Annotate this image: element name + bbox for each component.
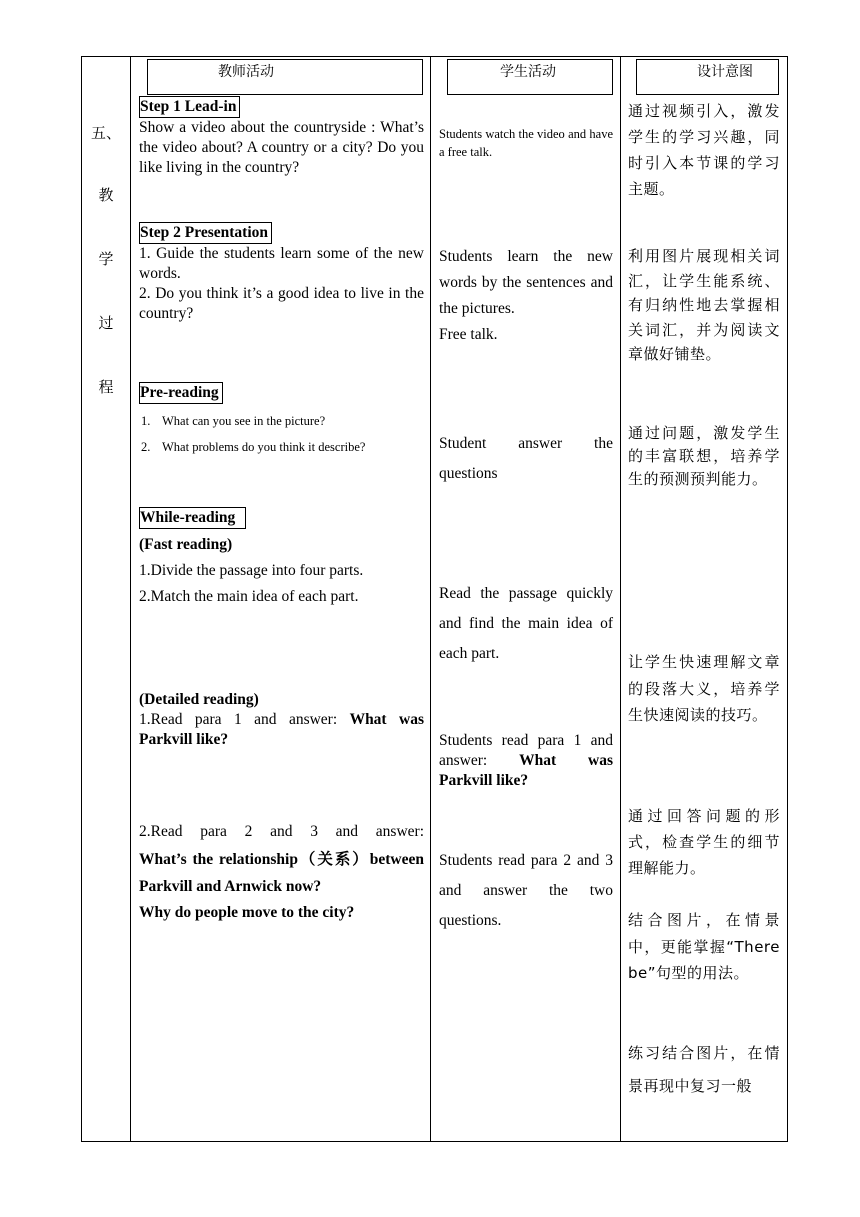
step2-title: Step 2 Presentation — [139, 222, 272, 244]
column-divider-1 — [130, 56, 131, 1142]
step1-title-box — [139, 96, 240, 118]
section-char: 过 — [98, 314, 114, 332]
detailed-reading-item-2: 2.Read para 2 and 3 and answer: — [139, 823, 424, 840]
fast-reading-item-1: 1.Divide the passage into four parts. — [139, 562, 364, 579]
section-char: 教 — [98, 186, 114, 204]
student-activity-5-prefix: Students read para 1 and answer: — [439, 732, 613, 769]
prereading-q1: What can you see in the picture? — [162, 414, 326, 428]
design-intent-4: 让学生快速理解文章的段落大义，培养学生快速阅读的技巧。 — [628, 653, 780, 724]
student-activity-2b: Free talk. — [439, 326, 498, 343]
column-divider-3 — [620, 56, 621, 1142]
design-intent-3: 通过问题，激发学生的丰富联想，培养学生的预测预判能力。 — [628, 424, 780, 488]
student-activity-4: Read the passage quickly and find the main idea of each part. — [439, 585, 613, 662]
step1-title: Step 1 Lead-in — [139, 96, 240, 118]
student-activity-3: Student answer the questions — [439, 435, 613, 482]
step2-item-2: 2. Do you think it’s a good idea to live in the country? — [139, 285, 424, 322]
design-intent-7: 练习结合图片，在情景再现中复习一般 — [628, 1044, 780, 1095]
step2-item-1: 1. Guide the students learn some of the new words. — [139, 245, 424, 282]
fast-reading-label: (Fast reading) — [139, 536, 233, 553]
header-student-activity: 学生活动 — [447, 59, 613, 95]
student-activity-1: Students watch the video and have a free talk. — [439, 127, 613, 159]
step1-text: Show a video about the countryside : What’s the video about? A country or a city? Do you like living in the country? — [139, 119, 424, 176]
prereading-title: Pre-reading — [139, 382, 223, 404]
section-char: 学 — [98, 250, 114, 268]
student-activity-5-question: What was Parkvill like? — [439, 752, 613, 789]
prereading-q2: What problems do you think it describe? — [162, 440, 366, 454]
detailed-reading-item-2-question-a: What’s the relationship（关系）between Parkvill and Arnwick now? — [139, 851, 424, 895]
design-intent-1: 通过视频引入，激发学生的学习兴趣，同时引入本节课的学习主题。 — [628, 102, 780, 198]
detailed-reading-label: (Detailed reading) — [139, 691, 259, 708]
prereading-q1-number: 1. — [141, 414, 151, 428]
header-design-intent: 设计意图 — [636, 59, 779, 95]
table-left-border — [81, 56, 82, 1142]
student-activity-6: Students read para 2 and 3 and answer the two questions. — [439, 852, 613, 929]
detailed-item-1-question: What was Parkvill like? — [139, 711, 424, 748]
table-bottom-border — [81, 1141, 788, 1142]
design-intent-2: 利用图片展现相关词汇，让学生能系统、有归纳性地去掌握相关词汇，并为阅读文章做好铺垫。 — [628, 247, 780, 363]
header-teacher-activity: 教师活动 — [147, 59, 423, 95]
detailed-reading-item-1 — [139, 710, 424, 750]
table-right-border — [787, 56, 788, 1142]
design-intent-6: 结合图片，在情景中，更能掌握“There be”句型的用法。 — [628, 911, 780, 982]
prereading-q2-number: 2. — [141, 440, 151, 454]
prereading-title-box — [139, 382, 223, 404]
student-activity-2: Students learn the new words by the sentences and the pictures. — [439, 248, 613, 317]
step2-title-box — [139, 222, 272, 244]
section-char: 程 — [98, 378, 114, 396]
column-divider-2 — [430, 56, 431, 1142]
fast-reading-item-2: 2.Match the main idea of each part. — [139, 588, 359, 605]
whilereading-title: While-reading — [139, 507, 246, 529]
table-top-border — [81, 56, 788, 57]
section-char: 五、 — [90, 124, 121, 142]
design-intent-5: 通过回答问题的形式，检查学生的细节理解能力。 — [628, 807, 780, 877]
detailed-item-1-prefix: 1.Read para 1 and answer: — [139, 711, 350, 728]
detailed-reading-item-2-question-b: Why do people move to the city? — [139, 904, 355, 921]
student-activity-5 — [439, 731, 613, 791]
whilereading-title-box — [139, 507, 246, 529]
